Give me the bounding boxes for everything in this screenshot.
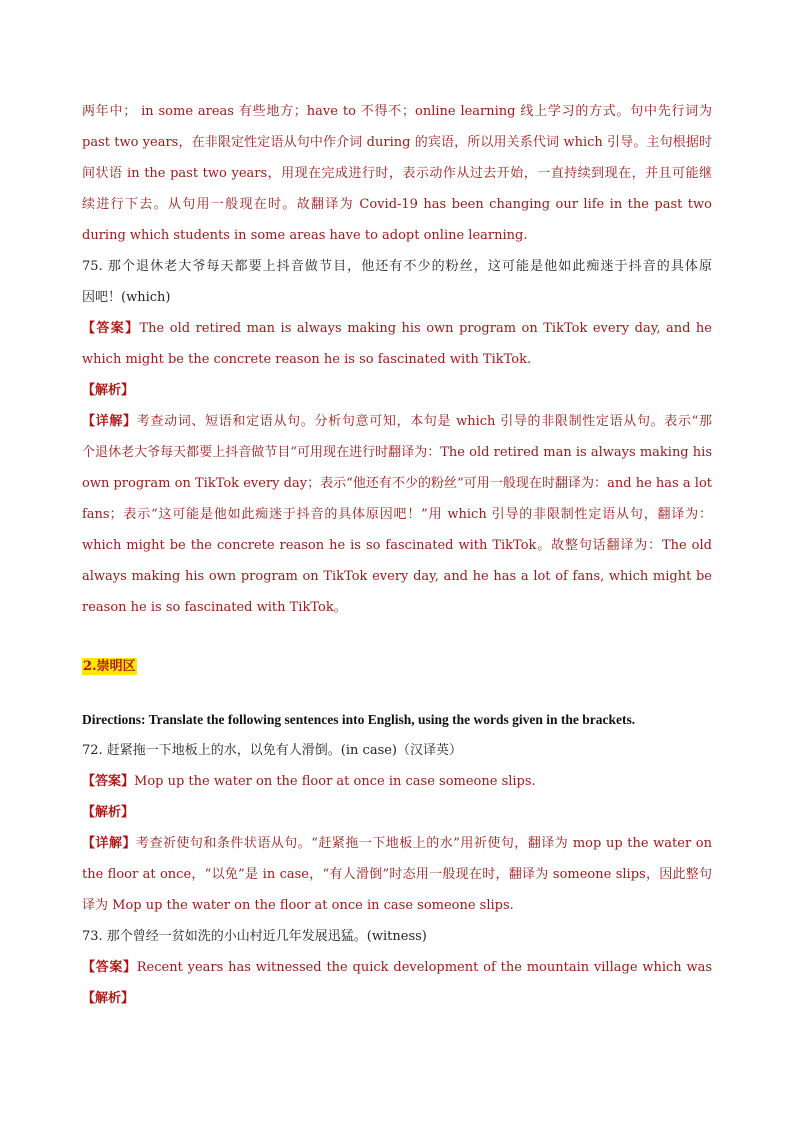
detail-tag: 【详解】	[82, 836, 136, 851]
detail-line: fans；表示“这可能是他如此痴迷于抖音的具体原因吧！”用 which 引导的非限制性定语从句，翻译为：	[82, 507, 712, 522]
section-title: 2.崇明区	[83, 659, 136, 674]
analysis-tag: 【解析】	[82, 383, 135, 398]
detail-line: reason he is so fascinated with TikTok。	[82, 600, 347, 615]
directions: Directions: Translate the following sentences into English, using the words given in the brackets.	[82, 712, 636, 727]
answer-text: Recent years has witnessed the quick development of the mountain village which was	[136, 960, 712, 975]
question-73	[82, 921, 712, 1014]
answer-text: Mop up the water on the floor at once in case someone slips.	[134, 774, 536, 789]
text-line: 两年中； in some areas 有些地方；have to 不得不；online learning 线上学习的方式。句中先行词为	[82, 104, 712, 119]
text-line: 间状语 in the past two years，用现在完成进行时，表示动作从过去开始，一直持续到现在，并且可能继	[82, 166, 712, 181]
answer-line	[82, 952, 712, 983]
detail-line	[82, 828, 712, 859]
answer-tag: 【答案】	[82, 960, 137, 975]
detail-line: the floor at once，“以免”是 in case，“有人滑倒”时态用一般现在时，翻译为 someone slips，因此整句	[82, 867, 712, 882]
detail-text: 考查动词、短语和定语从句。分析句意可知，本句是 which 引导的非限制性定语从句。表示“那	[136, 414, 712, 429]
detail-tag: 【详解】	[82, 414, 137, 429]
question-72	[82, 735, 712, 921]
question-prompt: 73. 那个曾经一贫如洗的小山村近几年发展迅猛。(witness)	[82, 929, 427, 944]
answer-line	[82, 313, 712, 344]
detail-line: always making his own program on TikTok every day, and he has a lot of fans, which might be	[82, 569, 712, 584]
text-line: past two years，在非限定性定语从句中作介词 during 的宾语，所以用关系代词 which 引导。主句根据时	[82, 135, 712, 150]
text-line: during which students in some areas have to adopt online learning.	[82, 228, 528, 243]
question-prompt-cont: 因吧！(which)	[82, 290, 171, 305]
detail-text: 考查祈使句和条件状语从句。“赶紧拖一下地板上的水”用祈使句，翻译为 mop up the water on	[135, 836, 712, 851]
answer-line	[82, 766, 712, 797]
detail-line	[82, 406, 712, 437]
answer-tag: 【答案】	[82, 321, 140, 336]
detail-line: own program on TikTok every day；表示“他还有不少的粉丝”可用一般现在时翻译为：and he has a lot	[82, 476, 712, 491]
answer-text: The old retired man is always making his own program on TikTok every day, and he	[139, 321, 712, 336]
question-75	[82, 251, 712, 623]
detail-line: 个退休老大爷每天都要上抖音做节目”可用现在进行时翻译为：The old retired man is always making his	[82, 445, 712, 460]
detail-line: 译为 Mop up the water on the floor at once in case someone slips.	[82, 898, 514, 913]
section-header	[82, 651, 712, 682]
detail-line: which might be the concrete reason he is so fascinated with TikTok。故整句话翻译为：The old	[82, 538, 712, 553]
answer-tag: 【答案】	[82, 774, 135, 789]
document-page	[82, 96, 712, 1014]
analysis-tag: 【解析】	[82, 805, 135, 820]
question-prompt: 75. 那个退休老大爷每天都要上抖音做节目，他还有不少的粉丝，这可能是他如此痴迷于抖音的具体原	[82, 259, 712, 274]
text-line: 续进行下去。从句用一般现在时。故翻译为 Covid-19 has been changing our life in the past two	[82, 197, 712, 212]
explanation-block-74	[82, 96, 712, 251]
answer-line-cont: which might be the concrete reason he is so fascinated with TikTok.	[82, 352, 532, 367]
question-prompt: 72. 赶紧拖一下地板上的水，以免有人滑倒。(in case)（汉译英）	[82, 743, 463, 758]
analysis-tag: 【解析】	[82, 991, 135, 1006]
